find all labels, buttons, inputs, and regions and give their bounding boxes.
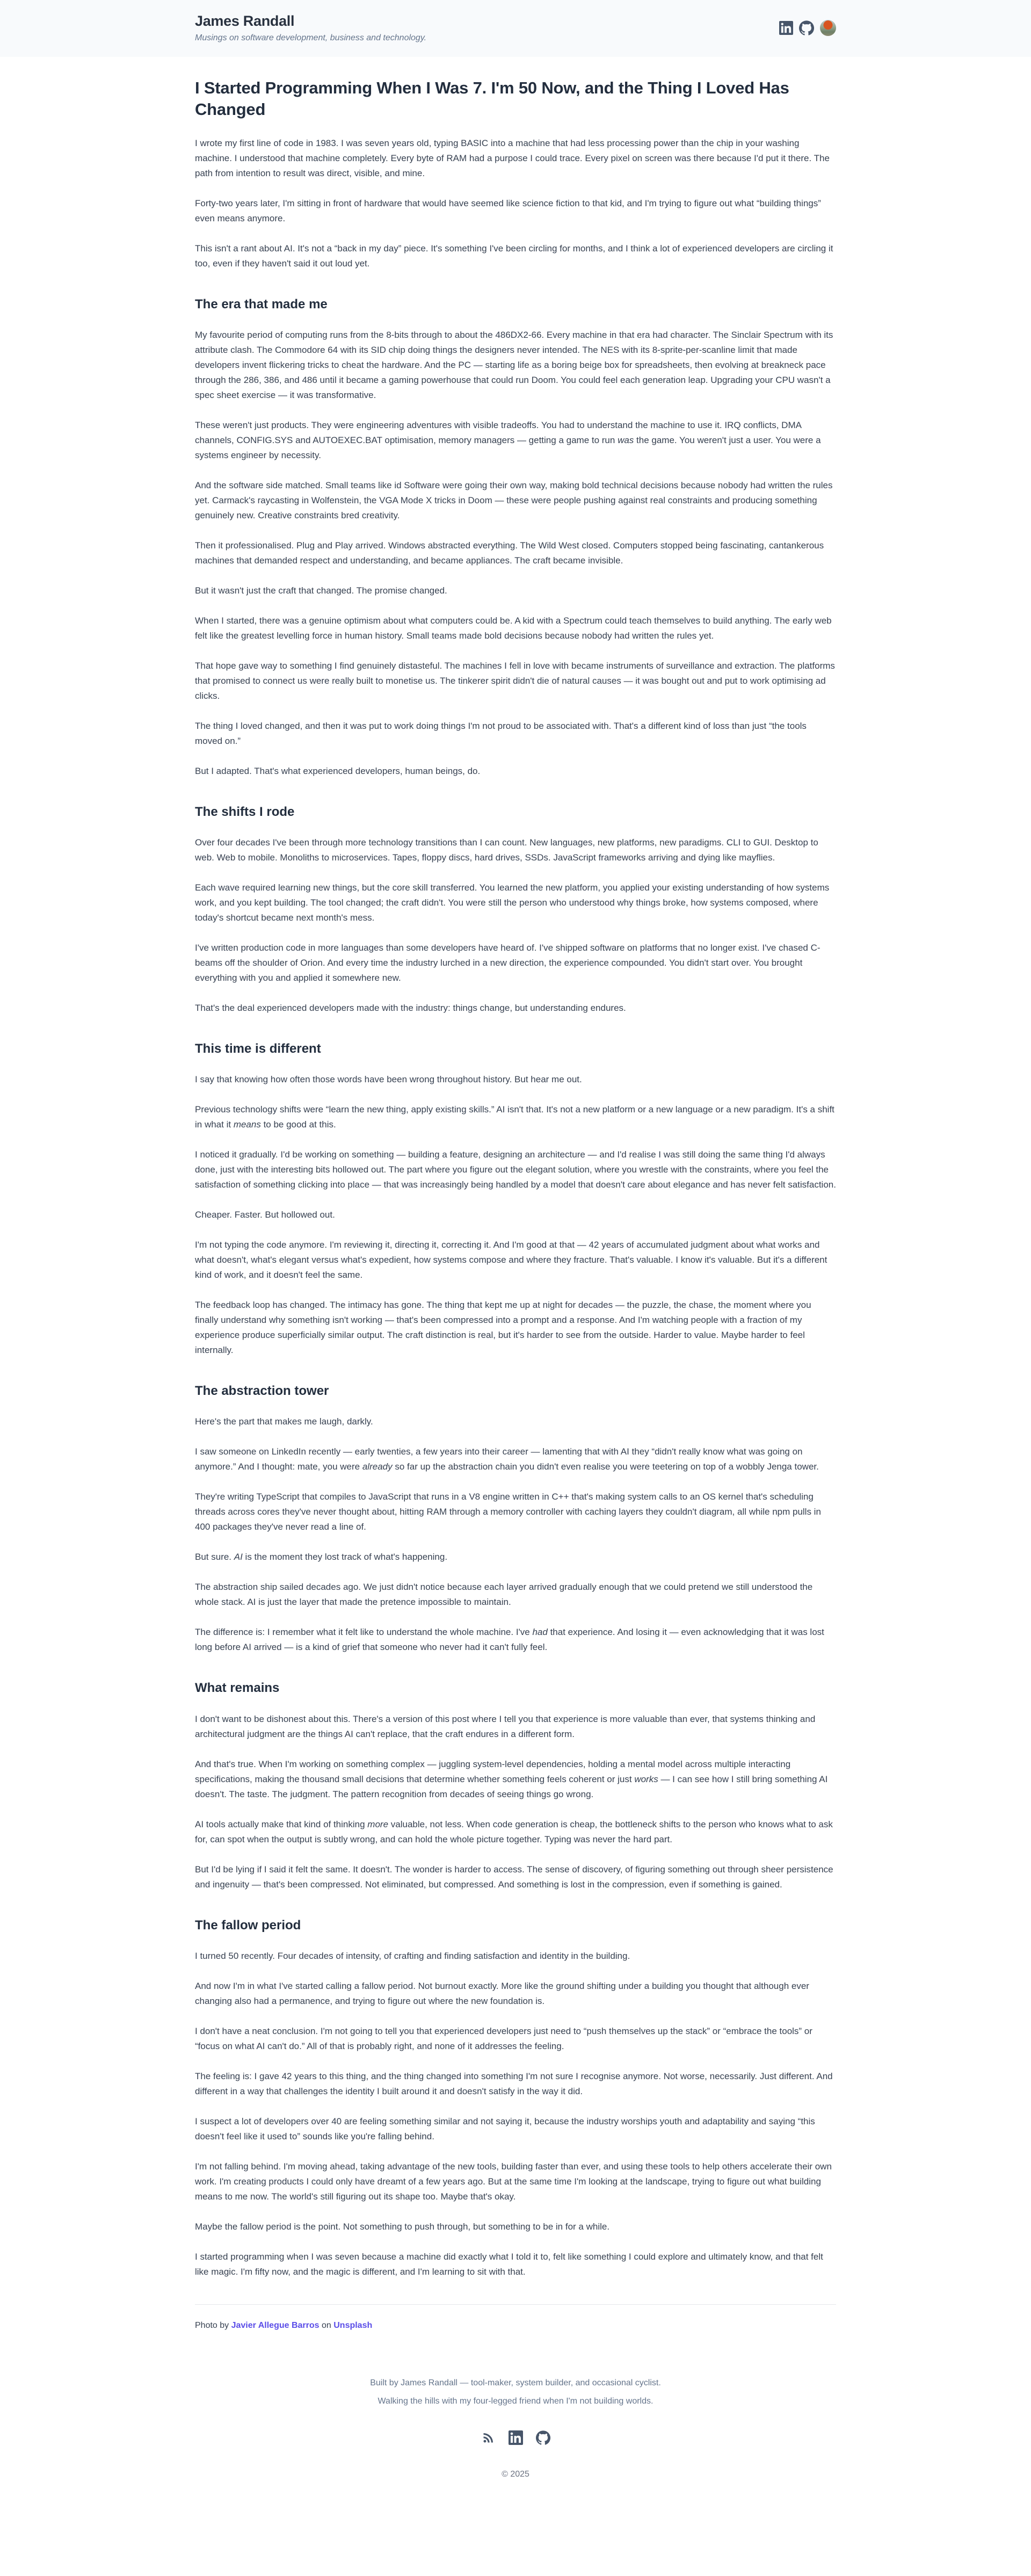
article-paragraph: The difference is: I remember what it felt like to understand the whole machine. I've had that experience. And losing it — even acknowledging that it was lost long before AI arrived — is a kind of grief that someone who never had it can't fully feel. — [195, 1627, 824, 1653]
section-heading: This time is different — [195, 1041, 321, 1057]
article-paragraph: Each wave required learning new things, but the core skill transferred. You learned the new platform, you applied your existing understanding of how systems work, and you kept building. The tool changed; the craft didn't. You were still the person who understood why things broke, how systems composed, where today's shortcut became next month's mess. — [195, 882, 830, 923]
github-link[interactable] — [799, 20, 814, 35]
emphasis-text: AI — [234, 1552, 243, 1562]
linkedin-link[interactable] — [779, 21, 793, 35]
article-paragraph: That's the deal experienced developers made with the industry: things change, but understanding endures. — [195, 1003, 626, 1014]
site-title: James Randall — [195, 13, 295, 29]
linkedin-icon — [509, 2430, 523, 2445]
article-paragraph: Maybe the fallow period is the point. Not something to push through, but something to be in for a while. — [195, 2221, 610, 2232]
article-paragraph: My favourite period of computing runs from the 8-bits through to about the 486DX2-66. Every machine in that era had character. The Sinclair Spectrum with its attribute clash. The Commodore 64 with its SID chip doing things the designers never intended. The NES with its 8-sprite-per-scanline limit that made developers invent flickering tricks to cheat the hardware. And the PC — starting life as a boring beige box for spreadsheets, then evolving at breakneck pace through the 286, 386, and 486 until it became a gaming powerhouse that could run Doom. You could feel each generation leap. Upgrading your CPU wasn't a spec sheet exercise — it was transformative. — [195, 329, 833, 400]
article-paragraph: But sure. AI is the moment they lost track of what's happening. — [195, 1552, 448, 1562]
section-heading: The era that made me — [195, 296, 328, 312]
article-paragraph: And now I'm in what I've started calling a fallow period. Not burnout exactly. More like the ground shifting under a building you thought that although ever changing also had a permanence, and trying to figure out where the new foundation is. — [195, 1980, 809, 2006]
article-paragraph: They're writing TypeScript that compiles to JavaScript that runs in a V8 engine written in C++ that's making system calls to an OS kernel that's scheduling threads across cores they've never thought about, hitting RAM through a memory controller with caching layers they couldn't diagram, all while npm pulls in 400 packages they've never read a line of. — [195, 1492, 821, 1532]
github-icon — [536, 2430, 550, 2445]
main-content — [191, 77, 840, 2576]
article-paragraph: I don't have a neat conclusion. I'm not going to tell you that experienced developers just need to “push themselves up the stack” or “embrace the tools” or “focus on what AI can't do.” All of that is probably right, and none of it addresses the feeling. — [195, 2025, 812, 2051]
header-social-links — [779, 20, 836, 36]
article-paragraph: Previous technology shifts were “learn the new thing, apply existing skills.” AI isn't that. It's not a new platform or a new language or a new paradigm. It's a shift in what it means to be good at this. — [195, 1104, 834, 1130]
emphasis-text: works — [634, 1774, 658, 1784]
unsplash-link[interactable]: Unsplash — [333, 2320, 373, 2330]
section-heading: The shifts I rode — [195, 804, 295, 819]
article-paragraph: These weren't just products. They were engineering adventures with visible tradeoffs. You had to understand the machine to use it. IRQ conflicts, DMA channels, CONFIG.SYS and AUTOEXEC.BAT optimisation, memory managers — getting a game to run was the game. You weren't just a user. You were a systems engineer by necessity. — [195, 419, 821, 460]
footer-tagline-2: Walking the hills with my four-legged friend when I'm not building worlds. — [377, 2396, 654, 2406]
emphasis-text: had — [532, 1627, 548, 1638]
article-paragraph: When I started, there was a genuine optimism about what computers could be. A kid with a Spectrum could teach themselves to build anything. The early web felt like the greatest levelling force in human history. Small teams made bold decisions because nobody had written the rules yet. — [195, 615, 832, 641]
article-paragraph: I noticed it gradually. I'd be working on something — building a feature, designing an architecture — and I'd realise I was still doing the same thing I'd always done, just with the interesting bits hollowed out. The part where you figure out the elegant solution, where you wrestle with the constraints, where you feel the satisfaction of something clicking into place — that was increasingly being handled by a model that doesn't care about elegance and has never felt satisfaction. — [195, 1149, 836, 1190]
rss-link[interactable] — [481, 2430, 496, 2445]
emphasis-text: means — [233, 1119, 261, 1130]
article-paragraph: Cheaper. Faster. But hollowed out. — [195, 1210, 335, 1220]
article-paragraph: The feeling is: I gave 42 years to this thing, and the thing changed into something I'm not sure I recognise anymore. Not worse, necessarily. Just different. And different in a way that challenges the identity I built around it and doesn't satisfy in the way it did. — [195, 2071, 833, 2096]
site-footer — [195, 2377, 836, 2576]
article-paragraph: This isn't a rant about AI. It's not a “back in my day” piece. It's something I've been circling for months, and I think a lot of experienced developers are circling it too, even if they haven't said it out loud yet. — [195, 243, 833, 269]
article-paragraph: I saw someone on LinkedIn recently — early twenties, a few years into their career — lamenting that with AI they “didn't really know what was going on anymore.” And I thought: mate, you were already so far up the abstraction chain you didn't even realise you were teetering on top of a wobbly Jenga tower. — [195, 1446, 819, 1472]
avatar-link[interactable] — [820, 20, 836, 36]
photo-author-link[interactable]: Javier Allegue Barros — [231, 2320, 320, 2330]
article-paragraph: I'm not typing the code anymore. I'm reviewing it, directing it, correcting it. And I'm good at that — 42 years of accumulated judgment about what works and what doesn't, what's elegant versus what's expedient, how systems compose and where they fracture. That's valuable. I know it's valuable. But it's a different kind of work, and it doesn't feel the same. — [195, 1240, 827, 1280]
rss-icon — [481, 2430, 496, 2445]
article-paragraph: I wrote my first line of code in 1983. I was seven years old, typing BASIC into a machine that had less processing power than the chip in your washing machine. I understood that machine completely. Every byte of RAM had a purpose I could trace. Every pixel on screen was there because I'd put it there. The path from intention to result was direct, visible, and mine. — [195, 138, 830, 178]
emphasis-text: more — [367, 1819, 389, 1829]
article — [195, 77, 836, 2280]
article-paragraph: But I adapted. That's what experienced developers, human beings, do. — [195, 765, 481, 776]
article-paragraph: Here's the part that makes me laugh, darkly. — [195, 1416, 373, 1427]
section-heading: The fallow period — [195, 1917, 301, 1933]
footer-social-links — [195, 2430, 836, 2445]
site-header — [0, 0, 1031, 57]
photo-credit — [195, 2321, 836, 2331]
article-paragraph: But it wasn't just the craft that changed. The promise changed. — [195, 585, 447, 596]
article-paragraph: Then it professionalised. Plug and Play arrived. Windows abstracted everything. The Wild West closed. Computers stopped being fascinating, cantankerous machines that demanded respect and understanding, and became appliances. The craft became invisible. — [195, 540, 824, 566]
avatar — [820, 20, 836, 36]
emphasis-text: was — [618, 435, 634, 445]
article-paragraph: The thing I loved changed, and then it was put to work doing things I'm not proud to be associated with. That's a different kind of loss than just “the tools moved on.” — [195, 720, 807, 746]
article-paragraph: That hope gave way to something I find genuinely distasteful. The machines I fell in love with became instruments of surveillance and extraction. The platforms that promised to connect us were really built to monetise us. The tinkerer spirit didn't die of natural causes — it was bought out and put to work optimising ad clicks. — [195, 660, 835, 701]
copyright: © 2025 — [502, 2469, 529, 2479]
article-title: I Started Programming When I Was 7. I'm 50 Now, and the Thing I Loved Has Changed — [195, 78, 789, 119]
footer-github-link[interactable] — [536, 2430, 550, 2445]
article-body — [195, 136, 836, 2280]
section-heading: What remains — [195, 1681, 280, 1696]
article-footer-divider — [195, 2304, 836, 2305]
article-paragraph: The feedback loop has changed. The intimacy has gone. The thing that kept me up at night for decades — the puzzle, the chase, the moment where you finally understand why something isn't working — that's been compressed into a prompt and a response. And I'm watching people with a fraction of my experience produce superficially similar output. The craft distinction is real, but it's harder to see from the outside. Harder to value. Maybe harder to feel internally. — [195, 1300, 811, 1356]
article-paragraph: I turned 50 recently. Four decades of intensity, of crafting and finding satisfaction and identity in the building. — [195, 1950, 630, 1961]
article-paragraph: I'm not falling behind. I'm moving ahead, taking advantage of the new tools, building faster than ever, and using these tools to help others accelerate their own work. I'm creating products I could only have dreamt of a few years ago. But at the same time I'm looking at the landscape, trying to figure out what building means to me now. The world's still figuring out its shape too. Maybe that's okay. — [195, 2161, 832, 2202]
article-paragraph: Forty-two years later, I'm sitting in front of hardware that would have seemed like science fiction to that kid, and I'm trying to figure out what “building things” even means anymore. — [195, 198, 821, 223]
article-paragraph: I say that knowing how often those words have been wrong throughout history. But hear me out. — [195, 1074, 582, 1085]
article-paragraph: I don't want to be dishonest about this. There's a version of this post where I tell you that experience is more valuable than ever, that systems thinking and architectural judgment are the things AI can't replace, that the craft endures in a different form. — [195, 1713, 816, 1739]
photo-credit-prefix: Photo by — [195, 2320, 231, 2330]
site-identity — [195, 13, 426, 43]
article-paragraph: I've written production code in more languages than some developers have heard of. I've shipped software on platforms that no longer exist. I've chased C-beams off the shoulder of Orion. And every time the industry lurched in a new direction, the experience compounded. You didn't start over. You brought everything with you and applied it somewhere new. — [195, 943, 821, 983]
linkedin-icon — [779, 21, 793, 35]
emphasis-text: already — [362, 1461, 393, 1472]
section-heading: The abstraction tower — [195, 1384, 329, 1399]
github-icon — [799, 20, 814, 35]
article-paragraph: And that's true. When I'm working on something complex — juggling system-level dependencies, holding a mental model across multiple interacting specifications, making the thousand small decisions that determine whether something feels coherent or just works — I can see how I still bring something AI doesn't. The taste. The judgment. The pattern recognition from decades of seeing things go wrong. — [195, 1759, 828, 1799]
article-paragraph: The abstraction ship sailed decades ago. We just didn't notice because each layer arrived gradually enough that we could pretend we still understood the whole stack. AI is just the layer that made the pretence impossible to maintain. — [195, 1582, 813, 1608]
article-paragraph: AI tools actually make that kind of thinking more valuable, not less. When code generation is cheap, the bottleneck shifts to the person who knows what to ask for, can spot when the output is subtly wrong, and can hold the whole picture together. Typing was never the hard part. — [195, 1819, 833, 1844]
article-paragraph: Over four decades I've been through more technology transitions than I can count. New languages, new platforms, new paradigms. CLI to GUI. Desktop to web. Web to mobile. Monoliths to microservices. Tapes, floppy discs, hard drives, SSDs. JavaScript frameworks arriving and dying like mayflies. — [195, 837, 818, 863]
site-tagline: Musings on software development, business and technology. — [195, 33, 427, 43]
article-paragraph: I suspect a lot of developers over 40 are feeling something similar and not saying it, because the industry worships youth and adaptability and saying “this doesn't feel like it used to” sounds like you're falling behind. — [195, 2116, 815, 2141]
footer-tagline-1: Built by James Randall — tool-maker, system builder, and occasional cyclist. — [370, 2378, 661, 2387]
article-paragraph: And the software side matched. Small teams like id Software were going their own way, making bold technical decisions because nobody had written the rules yet. Carmack's raycasting in Wolfenstein, the VGA Mode X tricks in Doom — these were people pushing against real constraints and producing something genuinely new. Creative constraints bred creativity. — [195, 480, 833, 520]
article-paragraph: But I'd be lying if I said it felt the same. It doesn't. The wonder is harder to access. The sense of discovery, of figuring something out through sheer persistence and ingenuity — that's been compressed. Not eliminated, but compressed. And something is lost in the compression, even if something is gained. — [195, 1864, 833, 1890]
photo-credit-middle: on — [319, 2320, 334, 2330]
article-paragraph: I started programming when I was seven because a machine did exactly what I told it to, felt like something I could explore and ultimately know, and that felt like magic. I'm fifty now, and the magic is different, and I'm learning to sit with that. — [195, 2251, 823, 2277]
footer-linkedin-link[interactable] — [509, 2430, 523, 2445]
